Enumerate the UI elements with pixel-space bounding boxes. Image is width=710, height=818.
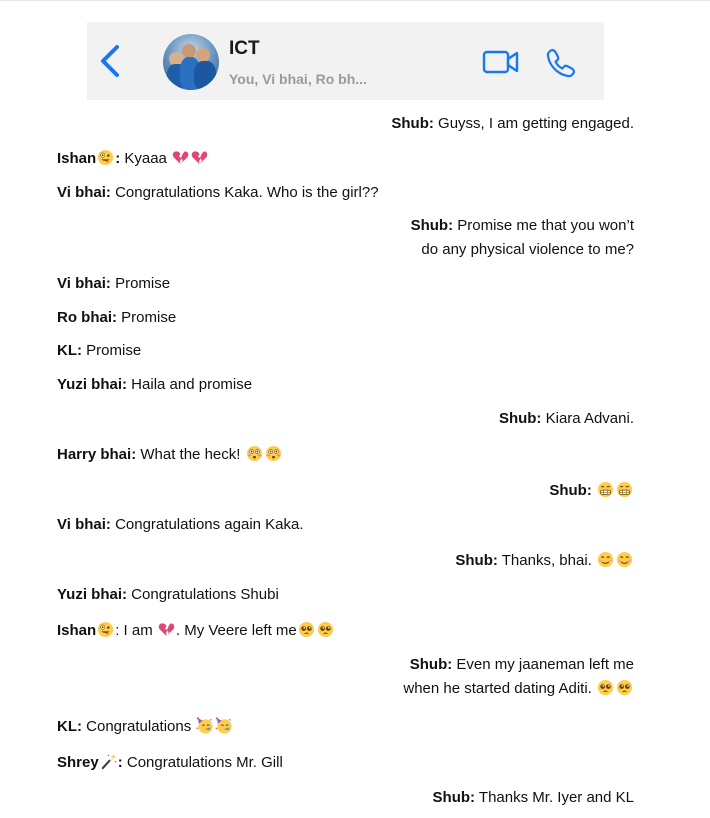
sender-name: Ishan	[57, 622, 97, 639]
broken-heart-icon	[172, 149, 189, 166]
pleading-face-icon	[616, 679, 633, 696]
sender-name: Harry bhai:	[57, 446, 137, 463]
video-camera-icon	[482, 48, 520, 76]
flushed-face-icon	[246, 445, 263, 462]
message-text	[592, 482, 596, 499]
message-row	[57, 443, 283, 467]
pleading-face-icon	[298, 621, 315, 638]
message-row	[57, 272, 170, 296]
group-avatar[interactable]	[163, 34, 219, 90]
message-row	[391, 112, 634, 136]
zany-face-icon	[97, 149, 114, 166]
sender-name: Vi bhai:	[57, 275, 111, 292]
chat-header	[87, 22, 604, 100]
message-row	[403, 653, 634, 701]
message-row	[57, 373, 252, 397]
partying-face-icon	[196, 717, 213, 734]
message-text: Promise	[82, 342, 142, 359]
message-text: What the heck!	[136, 446, 245, 463]
message-text: Even my jaaneman left me	[452, 656, 634, 673]
message-row	[57, 339, 141, 363]
grimacing-face-icon	[597, 481, 614, 498]
smiling-face-icon	[597, 551, 614, 568]
grimacing-face-icon	[616, 481, 633, 498]
message-row	[433, 786, 634, 810]
flushed-face-icon	[265, 445, 282, 462]
phone-icon	[545, 47, 577, 79]
sender-name: Ishan	[57, 150, 97, 167]
message-text: Congratulations Mr. Gill	[126, 754, 283, 771]
sender-name: Vi bhai:	[57, 184, 111, 201]
group-members: You, Vi bhai, Ro bh...	[229, 71, 367, 87]
message-row	[499, 407, 634, 431]
message-row	[57, 715, 233, 739]
sender-name: Ro bhai:	[57, 309, 117, 326]
sender-name: Shub:	[432, 789, 476, 806]
sender-name: Shub:	[391, 115, 434, 132]
sender-name: Shub:	[409, 656, 453, 673]
message-row	[57, 181, 379, 205]
message-row	[455, 549, 634, 573]
sender-name: Shub:	[549, 482, 592, 499]
group-title: ICT	[229, 38, 260, 59]
message-text: . My Veere left me	[175, 622, 297, 639]
message-text-line2: when he started dating Aditi.	[403, 680, 596, 697]
sender-name: Vi bhai:	[57, 516, 111, 533]
top-divider	[0, 0, 710, 1]
magic-wand-icon	[100, 753, 117, 770]
sender-name: KL:	[57, 342, 82, 359]
sender-name: Shub:	[455, 552, 498, 569]
sender-separator: :	[115, 150, 125, 167]
sender-name: Shub:	[498, 410, 542, 427]
sender-name: Yuzi bhai:	[57, 586, 128, 603]
message-text: Congratulations Kaka. Who is the girl??	[110, 184, 379, 201]
message-row	[57, 306, 176, 330]
message-row	[411, 214, 634, 262]
sender-name: KL:	[57, 718, 82, 735]
message-text-line2: do any physical violence to me?	[421, 241, 634, 258]
message-row	[57, 619, 335, 643]
message-text: Promise me that you won’t	[453, 217, 634, 234]
pleading-face-icon	[317, 621, 334, 638]
voice-call-button[interactable]	[545, 47, 577, 79]
message-text: Congratulations Shubi	[127, 586, 279, 603]
message-text: Congratulations	[82, 718, 196, 735]
sender-separator: : I am	[115, 622, 157, 639]
sender-name: Yuzi bhai:	[57, 376, 128, 393]
partying-face-icon	[215, 717, 232, 734]
message-text: Thanks, bhai.	[497, 552, 596, 569]
sender-name: Shrey	[57, 754, 99, 771]
message-text: Kyaaa	[124, 150, 172, 167]
zany-face-icon	[97, 621, 114, 638]
back-button[interactable]	[97, 44, 123, 78]
message-text: Congratulations again Kaka.	[110, 516, 304, 533]
message-text: Kiara Advani.	[541, 410, 634, 427]
message-text: Promise	[110, 275, 171, 292]
video-call-button[interactable]	[482, 48, 520, 76]
message-row	[57, 147, 209, 171]
smiling-face-icon	[616, 551, 633, 568]
chevron-left-icon	[97, 44, 123, 78]
broken-heart-icon	[191, 149, 208, 166]
message-row	[57, 583, 279, 607]
broken-heart-icon	[158, 621, 175, 638]
message-text: Promise	[117, 309, 177, 326]
message-text: Thanks Mr. Iyer and KL	[475, 789, 634, 806]
message-row	[57, 513, 304, 537]
sender-separator: :	[117, 754, 127, 771]
message-text: Haila and promise	[127, 376, 253, 393]
message-row	[57, 751, 283, 775]
message-text: Guyss, I am getting engaged.	[433, 115, 634, 132]
message-row	[549, 479, 634, 503]
sender-name: Shub:	[410, 217, 454, 234]
pleading-face-icon	[597, 679, 614, 696]
